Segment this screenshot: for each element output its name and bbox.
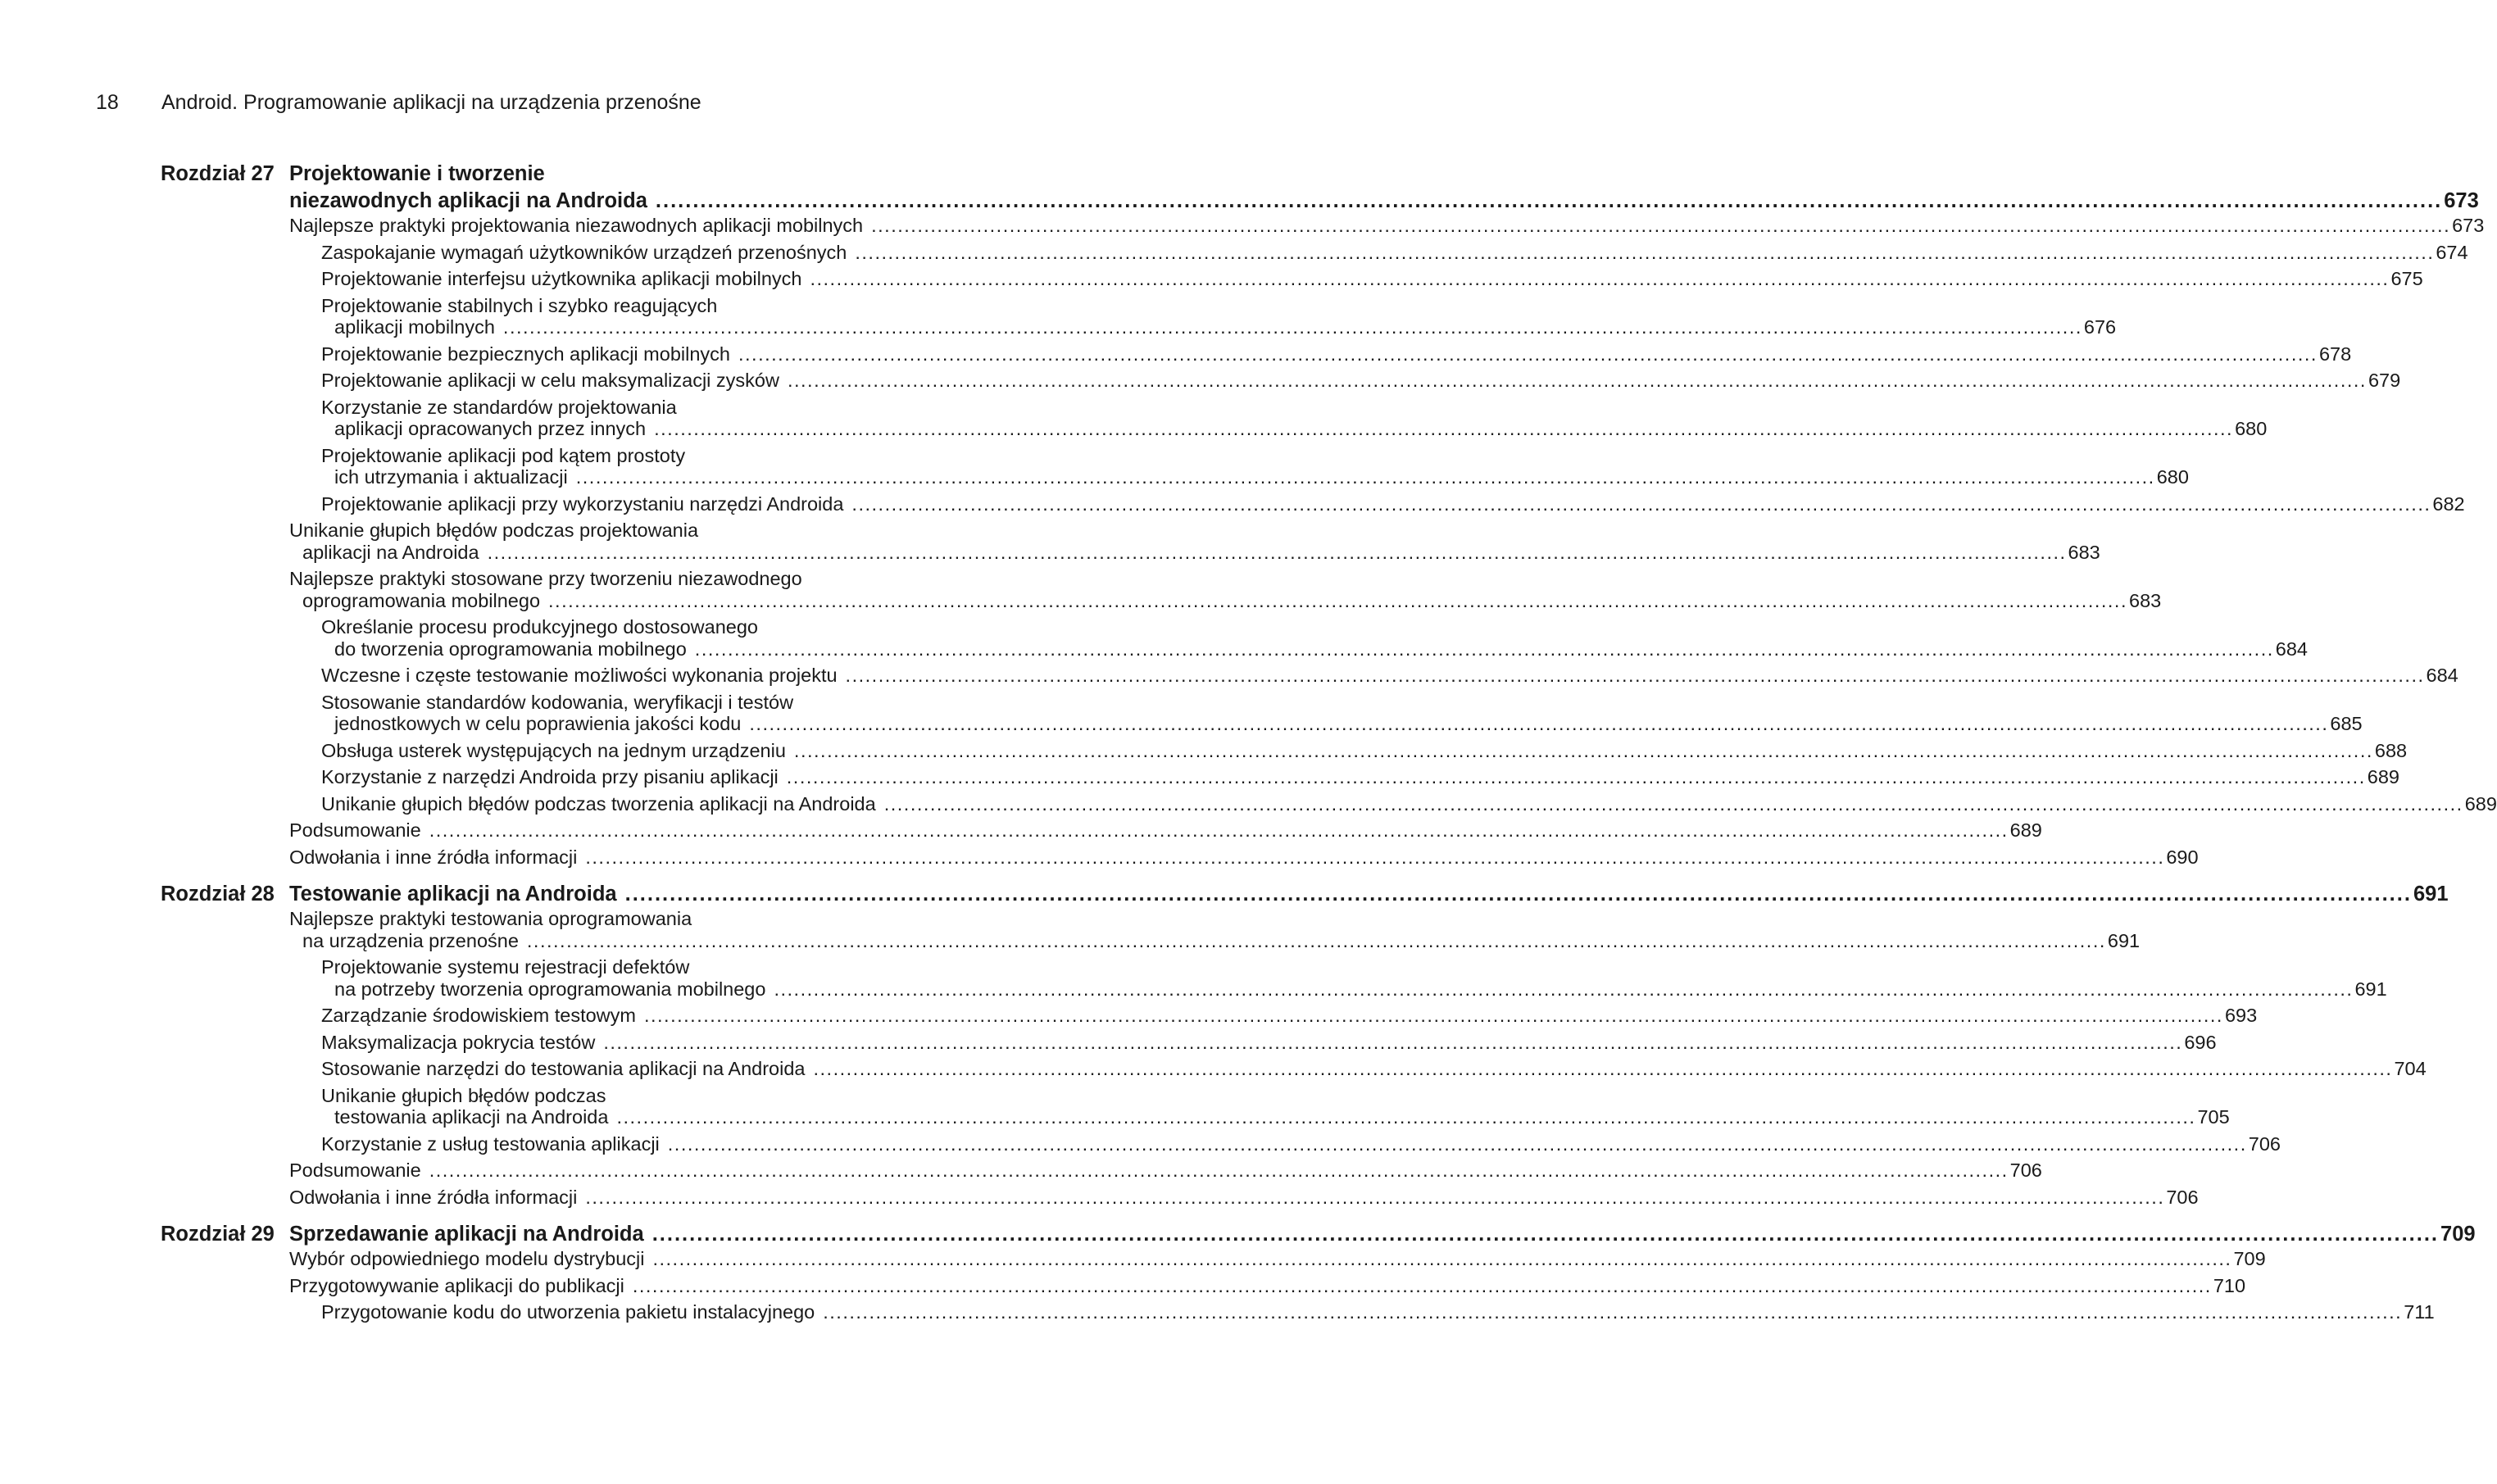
toc-entry-line — [289, 215, 2485, 237]
chapter-title-text: Testowanie aplikacji na Androida — [289, 883, 617, 905]
toc-subsection — [289, 1058, 2427, 1080]
chapter-heading — [161, 1221, 2476, 1248]
toc-entry-text: Korzystanie ze standardów projektowania — [321, 396, 677, 418]
toc-section — [289, 1186, 2199, 1209]
dot-leader — [652, 1221, 2439, 1248]
chapter-entries — [289, 908, 2427, 1208]
toc-entry-text: Projektowanie interfejsu użytkownika aplikacji mobilnych — [321, 268, 802, 289]
toc-entry-line — [321, 1301, 2435, 1323]
dot-leader — [652, 1248, 2231, 1270]
toc-entry-text: Unikanie głupich błędów podczas tworzenia aplikacji na Androida — [321, 792, 876, 815]
dot-leader — [668, 1133, 2247, 1155]
toc-page-number: 689 — [2464, 792, 2497, 815]
toc-page-number: 675 — [2390, 268, 2423, 289]
chapter-label: Rozdział 29 — [161, 1223, 275, 1246]
dot-leader — [585, 846, 2164, 869]
chapter-title — [289, 881, 2449, 908]
toc-entry-text: Podsumowanie — [289, 1160, 421, 1181]
dot-leader — [871, 215, 2450, 237]
toc-section — [289, 819, 2042, 842]
toc-subsection — [289, 1005, 2258, 1027]
dot-leader — [823, 1301, 2402, 1323]
toc-page-number: 679 — [2368, 370, 2401, 391]
toc-page-number: 688 — [2374, 739, 2408, 761]
dot-leader — [810, 268, 2389, 290]
toc-entry-text: Projektowanie bezpiecznych aplikacji mobilnych — [321, 343, 730, 365]
toc-entry-text: Projektowanie aplikacji pod kątem prostoty — [321, 444, 686, 466]
chapter-entries — [289, 215, 2497, 868]
toc-page-number: 689 — [2009, 819, 2042, 841]
dot-leader — [884, 793, 2463, 815]
toc-entry-line — [321, 766, 2399, 788]
toc-page-number: 676 — [2083, 316, 2117, 338]
toc-entry-line — [289, 1160, 2042, 1182]
toc-page-number: 706 — [2009, 1160, 2042, 1181]
toc-entry-text: Projektowanie aplikacji przy wykorzystaniu narzędzi Androida — [321, 492, 844, 515]
toc-entry-line — [289, 568, 936, 590]
toc-page-number: 683 — [2129, 589, 2162, 611]
toc-entry-line — [321, 638, 2308, 660]
toc-entry-line — [321, 978, 2387, 1001]
dot-leader — [603, 1032, 2182, 1054]
dot-leader — [788, 370, 2367, 392]
toc-entry-line — [321, 397, 936, 419]
toc-page-number: 705 — [2197, 1106, 2230, 1128]
chapter-page-number: 709 — [2440, 1223, 2476, 1246]
toc-subsection — [289, 1301, 2435, 1323]
toc-entry-text: Maksymalizacja pokrycia testów — [321, 1031, 596, 1053]
toc-section — [289, 520, 2100, 563]
toc-section — [289, 1160, 2042, 1182]
toc-entry-text: Odwołania i inne źródła informacji — [289, 1186, 578, 1208]
toc-subsection — [289, 294, 2117, 338]
chapter-title-line — [289, 188, 2479, 215]
chapter-title — [289, 1221, 2476, 1248]
dot-leader — [794, 740, 2373, 762]
dot-leader — [813, 1058, 2392, 1080]
dot-leader — [851, 493, 2431, 515]
toc-page-number: 674 — [2436, 241, 2468, 263]
chapter-title-text: Sprzedawanie aplikacji na Androida — [289, 1223, 644, 1246]
toc-entry-line — [289, 1186, 2199, 1209]
chapter-title-text: niezawodnych aplikacji na Androida — [289, 189, 647, 212]
chapter-section — [161, 161, 2497, 868]
chapter-section — [161, 881, 2449, 1208]
chapter-title-text: Projektowanie i tworzenie — [289, 162, 545, 185]
toc-entry-line — [321, 1058, 2427, 1080]
dot-leader — [527, 930, 2106, 952]
toc-subsection — [289, 1132, 2281, 1155]
dot-leader — [656, 188, 2442, 215]
toc-subsection — [289, 766, 2399, 788]
toc-entry-line — [321, 1005, 2258, 1027]
dot-leader — [616, 1106, 2195, 1128]
toc-entry-text: Najlepsze praktyki stosowane przy tworzeniu niezawodnego — [289, 568, 802, 589]
dot-leader — [654, 418, 2233, 440]
toc-entry-line — [289, 541, 2100, 564]
toc-page-number: 673 — [2452, 215, 2485, 236]
toc-entry-text: Odwołania i inne źródła informacji — [289, 846, 578, 868]
chapter-title — [289, 161, 2479, 215]
dot-leader — [644, 1005, 2223, 1027]
toc-entry-line — [321, 316, 2117, 338]
toc-subsection — [289, 268, 2423, 290]
toc-entry-line — [321, 616, 936, 638]
toc-page-number: 710 — [2213, 1274, 2246, 1296]
dot-leader — [576, 466, 2155, 488]
toc-subsection — [289, 396, 2268, 440]
toc-page-number: 683 — [2068, 541, 2100, 563]
toc-entry-text: oprogramowania mobilnego — [302, 589, 541, 611]
toc-entry-text: na urządzenia przenośne — [302, 929, 519, 951]
chapter-section — [161, 1221, 2476, 1323]
toc-page-number: 711 — [2404, 1301, 2435, 1323]
toc-entry-line — [321, 418, 2268, 440]
chapter-label: Rozdział 27 — [161, 162, 275, 185]
toc-page-number: 684 — [2426, 665, 2458, 686]
toc-entry-line — [321, 665, 2458, 687]
toc-entry-text: Stosowanie standardów kodowania, weryfikacji i testów — [321, 691, 794, 713]
table-of-contents — [161, 161, 2497, 1337]
toc-section — [289, 568, 2162, 611]
dot-leader — [429, 819, 2009, 842]
chapter-title-line — [289, 161, 2479, 188]
toc-entry-text: Korzystanie z usług testowania aplikacji — [321, 1132, 660, 1155]
toc-entry-line — [289, 846, 2199, 869]
toc-page-number: 691 — [2107, 929, 2141, 951]
toc-entry-text: Podsumowanie — [289, 819, 421, 841]
toc-page-number: 678 — [2318, 343, 2352, 365]
dot-leader — [488, 542, 2067, 564]
toc-entry-line — [321, 370, 2401, 392]
toc-entry-text: Zarządzanie środowiskiem testowym — [321, 1005, 636, 1026]
chapter-entries — [289, 1248, 2435, 1323]
toc-page-number: 706 — [2248, 1132, 2281, 1155]
toc-page-number: 704 — [2394, 1058, 2427, 1079]
toc-entry-text: Przygotowywanie aplikacji do publikacji — [289, 1274, 624, 1296]
toc-page-number: 709 — [2233, 1248, 2266, 1269]
toc-subsection — [289, 665, 2458, 687]
toc-entry-text: Projektowanie aplikacji w celu maksymalizacji zysków — [321, 370, 779, 391]
page-number: 18 — [96, 91, 119, 114]
toc-entry-line — [321, 241, 2468, 264]
toc-entry-line — [289, 819, 2042, 842]
toc-page-number: 690 — [2166, 846, 2199, 868]
dot-leader — [787, 766, 2366, 788]
toc-entry-text: Przygotowanie kodu do utworzenia pakietu instalacyjnego — [321, 1301, 815, 1323]
toc-entry-line — [289, 929, 2141, 952]
dot-leader — [695, 638, 2274, 660]
toc-entry-text: na potrzeby tworzenia oprogramowania mobilnego — [334, 978, 766, 1000]
toc-section — [289, 1274, 2246, 1297]
toc-entry-text: Najlepsze praktyki testowania oprogramowania — [289, 908, 692, 929]
dot-leader — [503, 316, 2082, 338]
toc-entry-line — [289, 1248, 2266, 1270]
toc-entry-text: Stosowanie narzędzi do testowania aplikacji na Androida — [321, 1058, 806, 1079]
toc-entry-text: Obsługa usterek występujących na jednym urządzeniu — [321, 739, 786, 761]
chapter-heading — [161, 161, 2479, 215]
toc-entry-line — [289, 520, 936, 542]
toc-entry-line — [289, 589, 2162, 612]
toc-entry-text: Unikanie głupich błędów podczas — [321, 1084, 606, 1106]
toc-entry-text: Wczesne i częste testowanie możliwości wykonania projektu — [321, 665, 838, 686]
toc-entry-line — [321, 268, 2423, 290]
toc-entry-text: Korzystanie z narzędzi Androida przy pisaniu aplikacji — [321, 766, 779, 787]
toc-subsection — [289, 241, 2468, 264]
toc-page-number: 680 — [2156, 466, 2189, 488]
chapter-title-line — [289, 1221, 2476, 1248]
toc-section — [289, 215, 2485, 237]
toc-entry-line — [321, 1106, 2230, 1128]
toc-entry-text: Określanie procesu produkcyjnego dostosowanego — [321, 616, 758, 638]
dot-leader — [846, 665, 2425, 687]
toc-subsection — [289, 1031, 2217, 1054]
toc-entry-text: testowania aplikacji na Androida — [334, 1106, 609, 1128]
toc-subsection — [289, 370, 2401, 392]
chapter-label: Rozdział 28 — [161, 883, 275, 905]
toc-page-number: 693 — [2224, 1005, 2258, 1026]
toc-entry-text: ich utrzymania i aktualizacji — [334, 466, 568, 488]
toc-entry-line — [321, 343, 2352, 365]
toc-page-number: 684 — [2275, 638, 2308, 660]
toc-entry-line — [321, 1031, 2217, 1054]
book-title: Android. Programowanie aplikacji na urządzenia przenośne — [161, 91, 701, 114]
toc-page-number: 691 — [2354, 978, 2387, 1000]
toc-page-number: 689 — [2367, 766, 2399, 787]
toc-entry-text: aplikacji na Androida — [302, 541, 479, 563]
toc-entry-line — [321, 739, 2408, 762]
toc-entry-line — [321, 295, 936, 317]
toc-subsection — [289, 444, 2189, 488]
toc-entry-line — [321, 956, 936, 978]
toc-entry-line — [321, 692, 936, 714]
toc-entry-line — [321, 466, 2189, 488]
running-head — [96, 90, 701, 115]
toc-entry-line — [321, 445, 936, 467]
toc-entry-text: do tworzenia oprogramowania mobilnego — [334, 638, 687, 660]
toc-page-number: 682 — [2432, 492, 2465, 515]
toc-entry-line — [289, 1274, 2246, 1297]
toc-entry-line — [321, 713, 2363, 735]
dot-leader — [738, 343, 2318, 365]
toc-page-number: 680 — [2235, 418, 2268, 439]
toc-entry-text: jednostkowych w celu poprawienia jakości kodu — [334, 713, 742, 734]
toc-page-number: 706 — [2166, 1186, 2199, 1208]
toc-entry-text: Projektowanie stabilnych i szybko reagujących — [321, 294, 718, 316]
toc-subsection — [289, 956, 2387, 1000]
toc-entry-line — [321, 1085, 936, 1107]
toc-section — [289, 908, 2141, 951]
toc-entry-text: Najlepsze praktyki projektowania niezawodnych aplikacji mobilnych — [289, 215, 864, 236]
toc-entry-line — [321, 792, 2497, 815]
dot-leader — [855, 242, 2434, 264]
toc-entry-text: aplikacji opracowanych przez innych — [334, 418, 647, 439]
toc-entry-line — [321, 492, 2465, 515]
chapter-title-line — [289, 881, 2449, 908]
toc-subsection — [289, 1084, 2230, 1128]
dot-leader — [749, 713, 2328, 735]
dot-leader — [625, 881, 2412, 908]
toc-section — [289, 1248, 2266, 1270]
toc-section — [289, 846, 2199, 869]
chapter-heading — [161, 881, 2449, 908]
chapter-page-number: 691 — [2413, 883, 2449, 905]
toc-entry-text: Wybór odpowiedniego modelu dystrybucji — [289, 1248, 645, 1269]
toc-entry-text: aplikacji mobilnych — [334, 316, 495, 338]
toc-entry-text: Unikanie głupich błędów podczas projektowania — [289, 520, 699, 541]
toc-page-number: 696 — [2184, 1031, 2217, 1053]
toc-entry-line — [289, 908, 936, 930]
chapter-page-number: 673 — [2444, 189, 2479, 212]
toc-entry-text: Projektowanie systemu rejestracji defektów — [321, 956, 690, 978]
toc-subsection — [289, 691, 2363, 735]
toc-subsection — [289, 616, 2308, 660]
toc-subsection — [289, 492, 2465, 515]
dot-leader — [633, 1275, 2212, 1297]
toc-entry-line — [321, 1132, 2281, 1155]
dot-leader — [548, 590, 2127, 612]
toc-subsection — [289, 792, 2497, 815]
dot-leader — [429, 1160, 2009, 1182]
dot-leader — [774, 978, 2353, 1001]
toc-subsection — [289, 739, 2408, 762]
dot-leader — [585, 1187, 2164, 1209]
toc-page-number: 685 — [2330, 713, 2363, 734]
toc-subsection — [289, 343, 2352, 365]
toc-entry-text: Zaspokajanie wymagań użytkowników urządzeń przenośnych — [321, 241, 847, 263]
